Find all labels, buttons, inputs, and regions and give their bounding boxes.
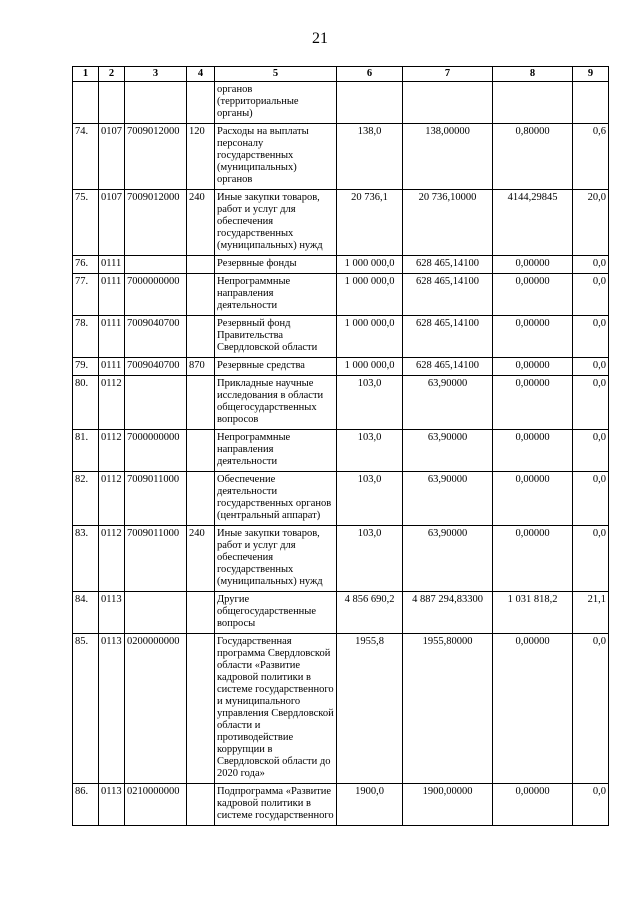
section-code-cell: 0107 <box>99 124 125 190</box>
section-code-cell: 0113 <box>99 634 125 784</box>
expense-type-code-cell <box>187 472 215 526</box>
expense-name-cell: Прикладные научные исследования в области общегосударственных вопросов <box>215 376 337 430</box>
expense-type-code-cell <box>187 82 215 124</box>
section-code-cell: 0111 <box>99 358 125 376</box>
expense-name-cell: Другие общегосударственные вопросы <box>215 592 337 634</box>
expense-name-cell: Подпрограмма «Развитие кадровой политики в системе государственного <box>215 784 337 826</box>
execution-percent-cell: 0,0 <box>573 430 609 472</box>
column-header-2: 2 <box>99 67 125 82</box>
executed-amount-cell: 0,80000 <box>493 124 573 190</box>
column-header-9: 9 <box>573 67 609 82</box>
section-code-cell: 0113 <box>99 592 125 634</box>
target-article-code-cell: 7009012000 <box>125 190 187 256</box>
budget-amount-cell: 63,90000 <box>403 526 493 592</box>
row-number-cell: 76. <box>73 256 99 274</box>
expense-type-code-cell <box>187 316 215 358</box>
section-code-cell: 0112 <box>99 376 125 430</box>
executed-amount-cell: 1 031 818,2 <box>493 592 573 634</box>
table-row <box>73 124 609 190</box>
budget-amount-cell: 628 465,14100 <box>403 274 493 316</box>
approved-amount-cell: 1 000 000,0 <box>337 274 403 316</box>
execution-percent-cell: 0,0 <box>573 358 609 376</box>
expense-name-cell: Иные закупки товаров, работ и услуг для обеспечения государственных (муниципальных) нужд <box>215 190 337 256</box>
execution-percent-cell <box>573 82 609 124</box>
execution-percent-cell: 21,1 <box>573 592 609 634</box>
executed-amount-cell: 0,00000 <box>493 376 573 430</box>
target-article-code-cell <box>125 82 187 124</box>
execution-percent-cell: 0,0 <box>573 526 609 592</box>
expense-type-code-cell <box>187 592 215 634</box>
target-article-code-cell <box>125 592 187 634</box>
expense-type-code-cell <box>187 430 215 472</box>
column-header-3: 3 <box>125 67 187 82</box>
expense-type-code-cell <box>187 256 215 274</box>
table-row <box>73 634 609 784</box>
expense-type-code-cell: 240 <box>187 526 215 592</box>
approved-amount-cell <box>337 82 403 124</box>
budget-amount-cell: 628 465,14100 <box>403 358 493 376</box>
expense-name-cell: Государственная программа Свердловской области «Развитие кадровой политики в системе государственного и муниципального управления Свердловской области и противодействие коррупции в Свердловской области до 2020 года» <box>215 634 337 784</box>
execution-percent-cell: 0,6 <box>573 124 609 190</box>
table-row <box>73 430 609 472</box>
row-number-cell: 82. <box>73 472 99 526</box>
executed-amount-cell <box>493 82 573 124</box>
expense-name-cell: Непрограммные направления деятельности <box>215 430 337 472</box>
approved-amount-cell: 1955,8 <box>337 634 403 784</box>
table-row <box>73 784 609 826</box>
approved-amount-cell: 103,0 <box>337 430 403 472</box>
expense-name-cell: Резервные фонды <box>215 256 337 274</box>
expense-name-cell: Непрограммные направления деятельности <box>215 274 337 316</box>
executed-amount-cell: 0,00000 <box>493 472 573 526</box>
column-header-6: 6 <box>337 67 403 82</box>
row-number-cell: 74. <box>73 124 99 190</box>
expense-type-code-cell: 240 <box>187 190 215 256</box>
budget-amount-cell: 63,90000 <box>403 472 493 526</box>
execution-percent-cell: 0,0 <box>573 274 609 316</box>
table-row <box>73 472 609 526</box>
approved-amount-cell: 1900,0 <box>337 784 403 826</box>
budget-amount-cell: 1900,00000 <box>403 784 493 826</box>
budget-amount-cell: 4 887 294,83300 <box>403 592 493 634</box>
page-number: 21 <box>312 30 328 47</box>
executed-amount-cell: 0,00000 <box>493 358 573 376</box>
row-number-cell: 79. <box>73 358 99 376</box>
budget-amount-cell: 138,00000 <box>403 124 493 190</box>
column-header-5: 5 <box>215 67 337 82</box>
budget-amount-cell <box>403 82 493 124</box>
row-number-cell: 81. <box>73 430 99 472</box>
execution-percent-cell: 0,0 <box>573 472 609 526</box>
row-number-cell: 77. <box>73 274 99 316</box>
expense-type-code-cell: 120 <box>187 124 215 190</box>
row-number-cell <box>73 82 99 124</box>
section-code-cell: 0112 <box>99 430 125 472</box>
executed-amount-cell: 0,00000 <box>493 430 573 472</box>
target-article-code-cell: 7000000000 <box>125 430 187 472</box>
table-row <box>73 358 609 376</box>
row-number-cell: 80. <box>73 376 99 430</box>
expense-name-cell: Резервные средства <box>215 358 337 376</box>
section-code-cell: 0111 <box>99 256 125 274</box>
target-article-code-cell: 7009012000 <box>125 124 187 190</box>
approved-amount-cell: 103,0 <box>337 472 403 526</box>
table-row <box>73 592 609 634</box>
table-body <box>73 82 609 826</box>
approved-amount-cell: 4 856 690,2 <box>337 592 403 634</box>
expense-type-code-cell: 870 <box>187 358 215 376</box>
target-article-code-cell <box>125 256 187 274</box>
section-code-cell: 0111 <box>99 274 125 316</box>
execution-percent-cell: 0,0 <box>573 376 609 430</box>
table-row <box>73 316 609 358</box>
target-article-code-cell: 7009040700 <box>125 316 187 358</box>
execution-percent-cell: 0,0 <box>573 634 609 784</box>
target-article-code-cell: 7009011000 <box>125 526 187 592</box>
budget-amount-cell: 628 465,14100 <box>403 316 493 358</box>
row-number-cell: 83. <box>73 526 99 592</box>
budget-amount-cell: 20 736,10000 <box>403 190 493 256</box>
target-article-code-cell: 7009011000 <box>125 472 187 526</box>
table-row <box>73 82 609 124</box>
target-article-code-cell: 0200000000 <box>125 634 187 784</box>
budget-table <box>72 66 609 826</box>
column-header-1: 1 <box>73 67 99 82</box>
budget-amount-cell: 63,90000 <box>403 376 493 430</box>
expense-type-code-cell <box>187 274 215 316</box>
approved-amount-cell: 103,0 <box>337 526 403 592</box>
row-number-cell: 75. <box>73 190 99 256</box>
section-code-cell: 0111 <box>99 316 125 358</box>
table-header-row <box>73 67 609 82</box>
row-number-cell: 85. <box>73 634 99 784</box>
table-row <box>73 256 609 274</box>
target-article-code-cell <box>125 376 187 430</box>
executed-amount-cell: 0,00000 <box>493 526 573 592</box>
expense-name-cell: Расходы на выплаты персоналу государственных (муниципальных) органов <box>215 124 337 190</box>
approved-amount-cell: 103,0 <box>337 376 403 430</box>
column-header-7: 7 <box>403 67 493 82</box>
expense-name-cell: Резервный фонд Правительства Свердловской области <box>215 316 337 358</box>
expense-name-cell: органов (территориальные органы) <box>215 82 337 124</box>
executed-amount-cell: 0,00000 <box>493 634 573 784</box>
expense-name-cell: Иные закупки товаров, работ и услуг для обеспечения государственных (муниципальных) нужд <box>215 526 337 592</box>
executed-amount-cell: 0,00000 <box>493 274 573 316</box>
target-article-code-cell: 7009040700 <box>125 358 187 376</box>
budget-amount-cell: 628 465,14100 <box>403 256 493 274</box>
row-number-cell: 86. <box>73 784 99 826</box>
expense-type-code-cell <box>187 784 215 826</box>
table-row <box>73 274 609 316</box>
section-code-cell: 0112 <box>99 526 125 592</box>
expense-name-cell: Обеспечение деятельности государственных органов (центральный аппарат) <box>215 472 337 526</box>
approved-amount-cell: 1 000 000,0 <box>337 256 403 274</box>
executed-amount-cell: 0,00000 <box>493 784 573 826</box>
section-code-cell <box>99 82 125 124</box>
executed-amount-cell: 0,00000 <box>493 256 573 274</box>
section-code-cell: 0112 <box>99 472 125 526</box>
budget-amount-cell: 1955,80000 <box>403 634 493 784</box>
executed-amount-cell: 0,00000 <box>493 316 573 358</box>
budget-amount-cell: 63,90000 <box>403 430 493 472</box>
table-row <box>73 376 609 430</box>
execution-percent-cell: 0,0 <box>573 316 609 358</box>
target-article-code-cell: 7000000000 <box>125 274 187 316</box>
target-article-code-cell: 0210000000 <box>125 784 187 826</box>
row-number-cell: 84. <box>73 592 99 634</box>
section-code-cell: 0113 <box>99 784 125 826</box>
execution-percent-cell: 0,0 <box>573 784 609 826</box>
table-row <box>73 190 609 256</box>
approved-amount-cell: 1 000 000,0 <box>337 358 403 376</box>
approved-amount-cell: 20 736,1 <box>337 190 403 256</box>
execution-percent-cell: 0,0 <box>573 256 609 274</box>
expense-type-code-cell <box>187 634 215 784</box>
approved-amount-cell: 1 000 000,0 <box>337 316 403 358</box>
executed-amount-cell: 4144,29845 <box>493 190 573 256</box>
approved-amount-cell: 138,0 <box>337 124 403 190</box>
column-header-8: 8 <box>493 67 573 82</box>
execution-percent-cell: 20,0 <box>573 190 609 256</box>
expense-type-code-cell <box>187 376 215 430</box>
column-header-4: 4 <box>187 67 215 82</box>
table-row <box>73 526 609 592</box>
section-code-cell: 0107 <box>99 190 125 256</box>
row-number-cell: 78. <box>73 316 99 358</box>
